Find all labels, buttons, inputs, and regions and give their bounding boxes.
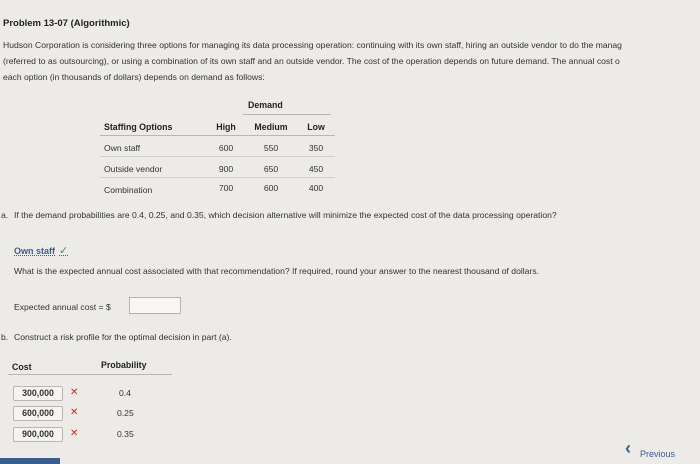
previous-label: Previous [640, 449, 676, 459]
intro-line-3: each option (in thousands of dollars) depends on demand as follows: [3, 72, 265, 82]
row-rule-1 [100, 156, 335, 157]
cost-header: Cost [12, 362, 32, 372]
cell-vendor-medium: 650 [263, 164, 279, 174]
risk-header-rule [8, 374, 172, 375]
part-a-marker: a. [1, 210, 9, 220]
cell-combo-medium: 600 [263, 183, 279, 193]
part-b-question: Construct a risk profile for the optimal decision in part (a). [14, 332, 232, 342]
part-a-answer-text: Own staff [14, 246, 56, 256]
table-header-rule [100, 135, 335, 136]
expected-cost-label: Expected annual cost = $ [14, 302, 111, 312]
probability-3: 0.35 [117, 429, 134, 439]
cell-combo-low: 400 [308, 183, 324, 193]
demand-header-rule [243, 114, 331, 115]
row-label-combination: Combination [104, 185, 153, 195]
part-a-followup: What is the expected annual cost associated with that recommendation? If required, round your answer to the nearest thousand of dollars. [14, 266, 539, 276]
col-high-header: High [216, 122, 236, 132]
cost-input-3[interactable]: 900,000 [13, 427, 63, 442]
intro-line-2: (referred to as outsourcing), or using a combination of its own staff and an outside vendor. The cost of the operation depends on future demand. The annual cost o [3, 56, 620, 66]
chevron-left-icon: ‹ [625, 438, 631, 458]
probability-header: Probability [101, 360, 147, 370]
intro-line-1: Hudson Corporation is considering three options for managing its data processing operation: continuing with its own staff, hiring an outside vendor to do the manag [3, 40, 622, 50]
col-low-header: Low [307, 122, 325, 132]
cost-input-1[interactable]: 300,000 [13, 386, 63, 401]
part-a-question: If the demand probabilities are 0.4, 0.25, and 0.35, which decision alternative will minimize the expected cost of the data processing operation? [14, 210, 557, 220]
cell-own-low: 350 [308, 143, 324, 153]
cell-vendor-high: 900 [218, 164, 234, 174]
demand-group-header: Demand [248, 100, 283, 110]
problem-title: Problem 13-07 (Algorithmic) [3, 18, 130, 29]
cost-input-2[interactable]: 600,000 [13, 406, 63, 421]
check-icon: ✓ [59, 245, 69, 257]
row-label-outside-vendor: Outside vendor [104, 164, 163, 174]
incorrect-icon: ✕ [70, 428, 79, 439]
staffing-options-header: Staffing Options [104, 122, 173, 132]
cell-combo-high: 700 [218, 183, 234, 193]
part-b-marker: b. [1, 332, 9, 342]
probability-2: 0.25 [117, 408, 134, 418]
col-medium-header: Medium [254, 122, 288, 132]
cell-vendor-low: 450 [308, 164, 324, 174]
probability-1: 0.4 [119, 388, 131, 398]
cell-own-high: 600 [218, 143, 234, 153]
incorrect-icon: ✕ [70, 387, 79, 398]
expected-cost-input[interactable] [129, 297, 181, 314]
row-label-own-staff: Own staff [104, 143, 141, 153]
row-rule-2 [100, 177, 335, 178]
incorrect-icon: ✕ [70, 407, 79, 418]
part-a-answer[interactable] [14, 244, 68, 257]
cell-own-medium: 550 [263, 143, 279, 153]
bottom-tab [0, 458, 60, 464]
